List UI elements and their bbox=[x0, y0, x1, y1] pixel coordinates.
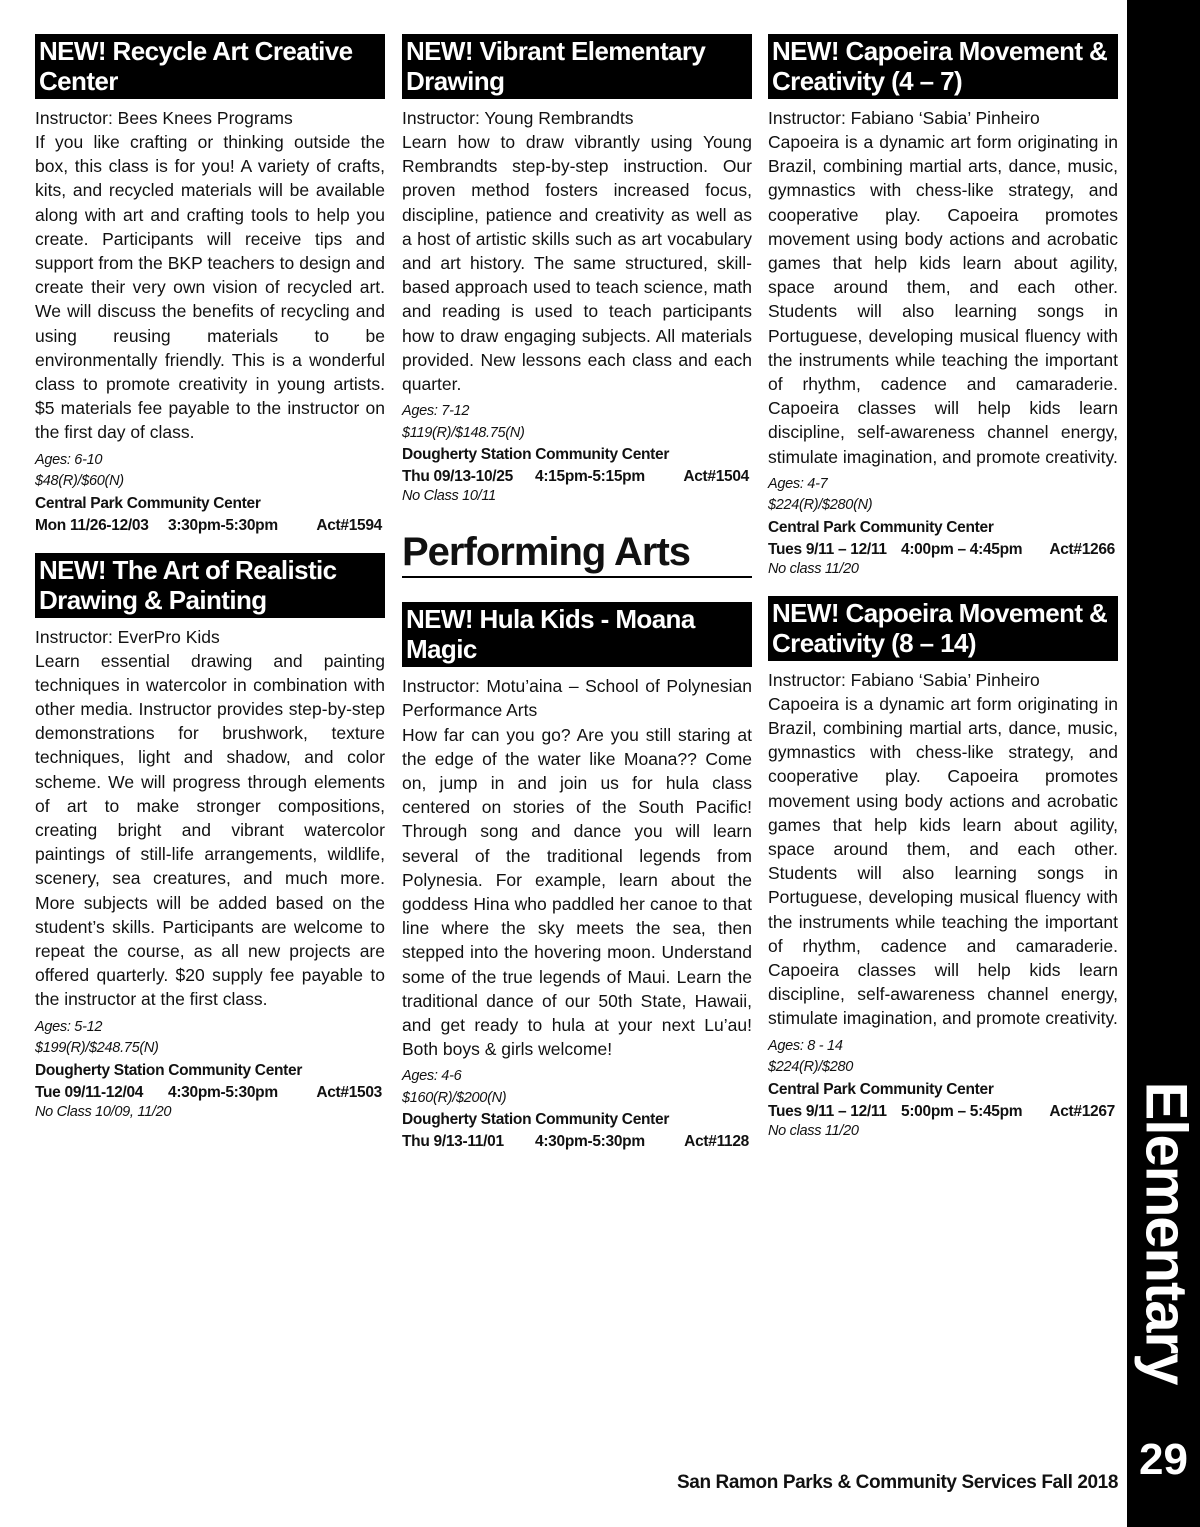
class-time: 4:00pm – 4:45pm bbox=[901, 540, 1023, 558]
column-1 bbox=[35, 34, 385, 1122]
class-time: 3:30pm-5:30pm bbox=[168, 516, 278, 534]
class-title-line: NEW! Capoeira Movement & bbox=[772, 36, 1108, 66]
class-activity-number: Act#1128 bbox=[684, 1133, 749, 1151]
class-ages: Ages: 5-12 bbox=[35, 1018, 103, 1035]
class-days: Tues 9/11 – 12/11 bbox=[768, 1102, 887, 1120]
class-location: Dougherty Station Community Center bbox=[35, 1061, 303, 1079]
class-title bbox=[768, 596, 1118, 661]
class-listing bbox=[35, 34, 385, 536]
class-activity-number: Act#1594 bbox=[316, 516, 382, 534]
class-title-line: NEW! Vibrant Elementary bbox=[406, 36, 706, 66]
class-instructor: Instructor: Motu’aina – School of Polynesian Performance Arts bbox=[402, 676, 752, 721]
class-listing bbox=[35, 553, 385, 1122]
class-days: Tues 9/11 – 12/11 bbox=[768, 540, 887, 558]
class-title-line: Creativity (4 – 7) bbox=[772, 66, 963, 96]
class-schedule bbox=[768, 1101, 1118, 1122]
section-title: Performing Arts bbox=[402, 530, 752, 578]
class-schedule bbox=[402, 1131, 752, 1152]
class-instructor: Instructor: Bees Knees Programs bbox=[35, 108, 293, 128]
class-listing bbox=[768, 34, 1118, 579]
class-ages: Ages: 4-7 bbox=[768, 475, 828, 492]
column-3 bbox=[768, 34, 1118, 1141]
class-title-line: NEW! The Art of Realistic bbox=[39, 554, 337, 585]
class-location: Dougherty Station Community Center bbox=[402, 446, 670, 464]
class-schedule bbox=[35, 515, 385, 536]
class-fee: $48(R)/$60(N) bbox=[35, 473, 124, 490]
class-title-line: Drawing bbox=[406, 66, 505, 96]
class-title bbox=[768, 34, 1118, 99]
class-location: Central Park Community Center bbox=[35, 494, 261, 512]
class-instructor: Instructor: EverPro Kids bbox=[35, 626, 220, 647]
class-title bbox=[402, 602, 752, 667]
class-note: No Class 10/11 bbox=[402, 488, 496, 505]
sidebar-label: Elementary bbox=[1133, 1081, 1199, 1385]
class-description: Learn how to draw vibrantly using Young Rembrandts step-by-step instruction. Our proven method fosters increased focus, discipline, patience and creativity as well as a host of artistic skills such as art vocabulary and art history. The same structured, skill-based approach used to teach science, math and reading is used to teach participants how to draw engaging subjects. All materials provided. New lessons each class and each quarter. bbox=[402, 132, 752, 395]
class-days: Mon 11/26-12/03 bbox=[35, 516, 149, 534]
class-title-line: Creativity (8 – 14) bbox=[772, 627, 976, 658]
class-activity-number: Act#1267 bbox=[1049, 1102, 1115, 1120]
class-location: Central Park Community Center bbox=[768, 1080, 994, 1098]
class-location: Dougherty Station Community Center bbox=[402, 1111, 670, 1129]
class-days: Tue 09/11-12/04 bbox=[35, 1083, 144, 1101]
class-location: Central Park Community Center bbox=[768, 518, 994, 536]
class-description: Capoeira is a dynamic art form originating in Brazil, combining martial arts, dance, music, gymnastics with chess-like strategy, and cooperative play. Capoeira promotes movement using body actions and acrobatic games that help kids learn about agility, space around them, and each other. Students will also learning songs in Portuguese, developing musical fluency with the instruments while teaching the important of rhythm, cadence and camaraderie. Capoeira classes will help kids learn discipline, self-awareness channel energy, stimulate imagination, and promote creativity. bbox=[768, 132, 1118, 467]
class-description: Capoeira is a dynamic art form originating in Brazil, combining martial arts, dance, music, gymnastics with chess-like strategy, and cooperative play. Capoeira promotes movement using body actions and acrobatic games that help kids learn about agility, space around them, and each other. Students will also learning songs in Portuguese, developing musical fluency with the instruments while teaching the important of rhythm, cadence and camaraderie. Capoeira classes will help kids learn discipline, self-awareness channel energy, stimulate imagination, and promote creativity. bbox=[768, 693, 1118, 1029]
class-fee: $224(R)/$280 bbox=[768, 1059, 854, 1076]
class-ages: Ages: 7-12 bbox=[402, 403, 470, 420]
class-title-line: Drawing & Painting bbox=[39, 584, 267, 615]
class-schedule bbox=[768, 539, 1118, 560]
class-ages: Ages: 8 - 14 bbox=[768, 1037, 843, 1054]
class-fee: $224(R)/$280(N) bbox=[768, 497, 873, 514]
class-time: 4:15pm-5:15pm bbox=[535, 468, 645, 486]
class-time: 4:30pm-5:30pm bbox=[535, 1133, 645, 1151]
class-ages: Ages: 6-10 bbox=[35, 451, 103, 468]
class-instructor: Instructor: Young Rembrandts bbox=[402, 108, 634, 128]
class-note: No Class 10/09, 11/20 bbox=[35, 1103, 172, 1120]
class-title-line: NEW! Recycle Art Creative bbox=[39, 36, 353, 66]
class-note: No class 11/20 bbox=[768, 1122, 859, 1139]
class-title-line: NEW! Capoeira Movement & bbox=[772, 597, 1108, 628]
class-fee: $199(R)/$248.75(N) bbox=[35, 1040, 159, 1057]
class-note: No class 11/20 bbox=[768, 560, 859, 577]
class-schedule bbox=[35, 1082, 385, 1103]
class-schedule bbox=[402, 466, 752, 487]
class-ages: Ages: 4-6 bbox=[402, 1068, 462, 1085]
class-title bbox=[402, 34, 752, 99]
class-title bbox=[35, 553, 385, 618]
class-description: If you like crafting or thinking outside the box, this class is for you! A variety of crafts, kits, and recycled materials will be available along with art and crafting tools to help you create. Participants will receive tips and support from the BKP teachers to design and create their very own vision of recycled art. We will discuss the benefits of recycling and using reusing materials to be environmentally friendly. This is a wonderful class to promote creativity in young artists. $5 materials fee payable to the instructor on the first day of class. bbox=[35, 132, 385, 443]
class-activity-number: Act#1503 bbox=[316, 1083, 382, 1101]
column-2 bbox=[402, 34, 752, 1152]
class-instructor: Instructor: Fabiano ‘Sabia’ Pinheiro bbox=[768, 108, 1040, 128]
class-activity-number: Act#1504 bbox=[683, 468, 749, 486]
class-title bbox=[35, 34, 385, 99]
class-listing bbox=[402, 602, 752, 1152]
class-title-line: Center bbox=[39, 66, 118, 96]
class-instructor: Instructor: Fabiano ‘Sabia’ Pinheiro bbox=[768, 669, 1040, 690]
class-description: Learn essential drawing and painting techniques in watercolor in combination with other media. Instructor provides step-by-step demonstrations for brushwork, texture techniques, light and shadow, and color scheme. We will progress through elements of art to make stronger compositions, creating bright and vibrant watercolor paintings of still-life arrangements, wildlife, scenery, sea creatures, and much more. More subjects will be added based on the student’s skills. Participants are welcome to repeat the course, as all new projects are offered quarterly. $20 supply fee payable to the instructor at the first class. bbox=[35, 650, 385, 1010]
class-activity-number: Act#1266 bbox=[1049, 540, 1115, 558]
class-title-line: NEW! Hula Kids - Moana Magic bbox=[406, 604, 695, 665]
class-time: 5:00pm – 5:45pm bbox=[901, 1102, 1023, 1120]
class-fee: $119(R)/$148.75(N) bbox=[402, 424, 525, 441]
class-days: Thu 9/13-11/01 bbox=[402, 1133, 504, 1151]
class-fee: $160(R)/$200(N) bbox=[402, 1089, 507, 1106]
class-days: Thu 09/13-10/25 bbox=[402, 468, 513, 486]
class-listing bbox=[402, 34, 752, 506]
page-number: 29 bbox=[1139, 1435, 1188, 1484]
page-footer: San Ramon Parks & Community Services Fall 2018 bbox=[677, 1472, 1118, 1493]
class-listing bbox=[768, 596, 1118, 1141]
class-time: 4:30pm-5:30pm bbox=[168, 1083, 278, 1101]
class-description: How far can you go? Are you still staring at the edge of the water like Moana?? Come on, jump in and join us for hula class centered on stories of the South Pacific! Through song and dance you will learn several of the traditional legends from Polynesia. For example, learn about the goddess Hina who paddled her canoe to that line where the sky meets the sea, then stepped into the hovering moon. Understand some of the true legends of Maui. Learn the traditional dance of our 50th State, Hawaii, and get ready to hula at your next Lu’au! Both boys & girls welcome! bbox=[402, 724, 752, 1060]
